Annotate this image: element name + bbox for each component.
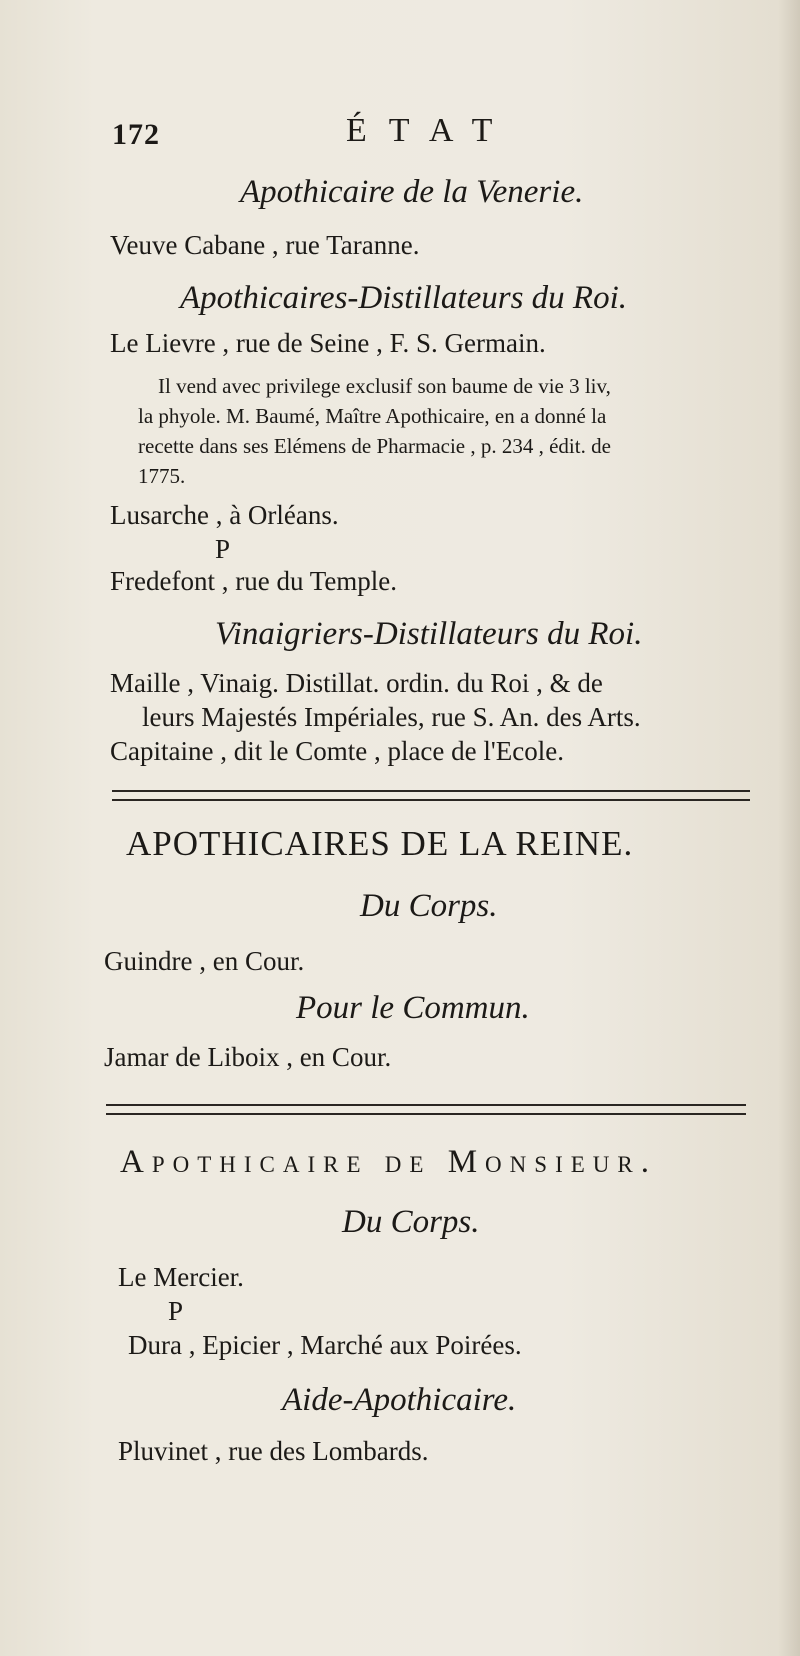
note-line-3: recette dans ses Elémens de Pharmacie , p. 234 , édit. de — [138, 434, 611, 458]
entry-cabane: Veuve Cabane , rue Taranne. — [110, 230, 420, 260]
note-line-2: la phyole. M. Baumé, Maître Apothicaire, en a donné la — [138, 404, 607, 428]
entry-mercier: Le Mercier. — [118, 1262, 244, 1292]
double-rule-2 — [106, 1104, 746, 1115]
entry-dura: Dura , Epicier , Marché aux Poirées. — [128, 1330, 522, 1360]
entry-maille-line-1: Maille , Vinaig. Distillat. ordin. du Roi , & de — [110, 668, 603, 698]
entry-maille-line-2: leurs Majestés Impériales, rue S. An. des Arts. — [142, 702, 641, 732]
heading-vinaigriers: Vinaigriers-Distillateurs du Roi. — [215, 616, 643, 652]
double-rule-1 — [112, 790, 750, 801]
heading-du-corps-monsieur: Du Corps. — [342, 1204, 480, 1240]
heading-du-corps-reine: Du Corps. — [360, 888, 498, 924]
heading-apothicaires-distillateurs: Apothicaires-Distillateurs du Roi. — [180, 280, 627, 316]
page-number: 172 — [112, 118, 160, 151]
section-title-reine: APOTHICAIRES DE LA REINE. — [126, 824, 634, 863]
entry-jamar: Jamar de Liboix , en Cour. — [104, 1042, 392, 1072]
entry-capitaine: Capitaine , dit le Comte , place de l'Ecole. — [110, 736, 564, 766]
section-title-monsieur: Apothicaire de Monsieur. — [120, 1144, 657, 1180]
page-edge-shadow — [778, 0, 800, 1656]
marker-p-1: P — [215, 534, 231, 564]
entry-lusarche: Lusarche , à Orléans. — [110, 500, 339, 530]
running-title: ÉTAT — [346, 112, 515, 149]
entry-pluvinet: Pluvinet , rue des Lombards. — [118, 1436, 429, 1466]
heading-aide-apothicaire: Aide-Apothicaire. — [282, 1382, 517, 1418]
heading-apothicaire-venerie: Apothicaire de la Venerie. — [240, 174, 584, 210]
entry-fredefont: Fredefont , rue du Temple. — [110, 566, 398, 596]
entry-guindre: Guindre , en Cour. — [104, 946, 305, 976]
heading-pour-le-commun: Pour le Commun. — [296, 990, 530, 1026]
entry-lievre: Le Lievre , rue de Seine , F. S. Germain. — [110, 328, 546, 358]
marker-p-2: P — [168, 1296, 184, 1326]
note-line-4: 1775. — [138, 464, 186, 488]
note-line-1: Il vend avec privilege exclusif son baume de vie 3 liv, — [158, 374, 611, 398]
